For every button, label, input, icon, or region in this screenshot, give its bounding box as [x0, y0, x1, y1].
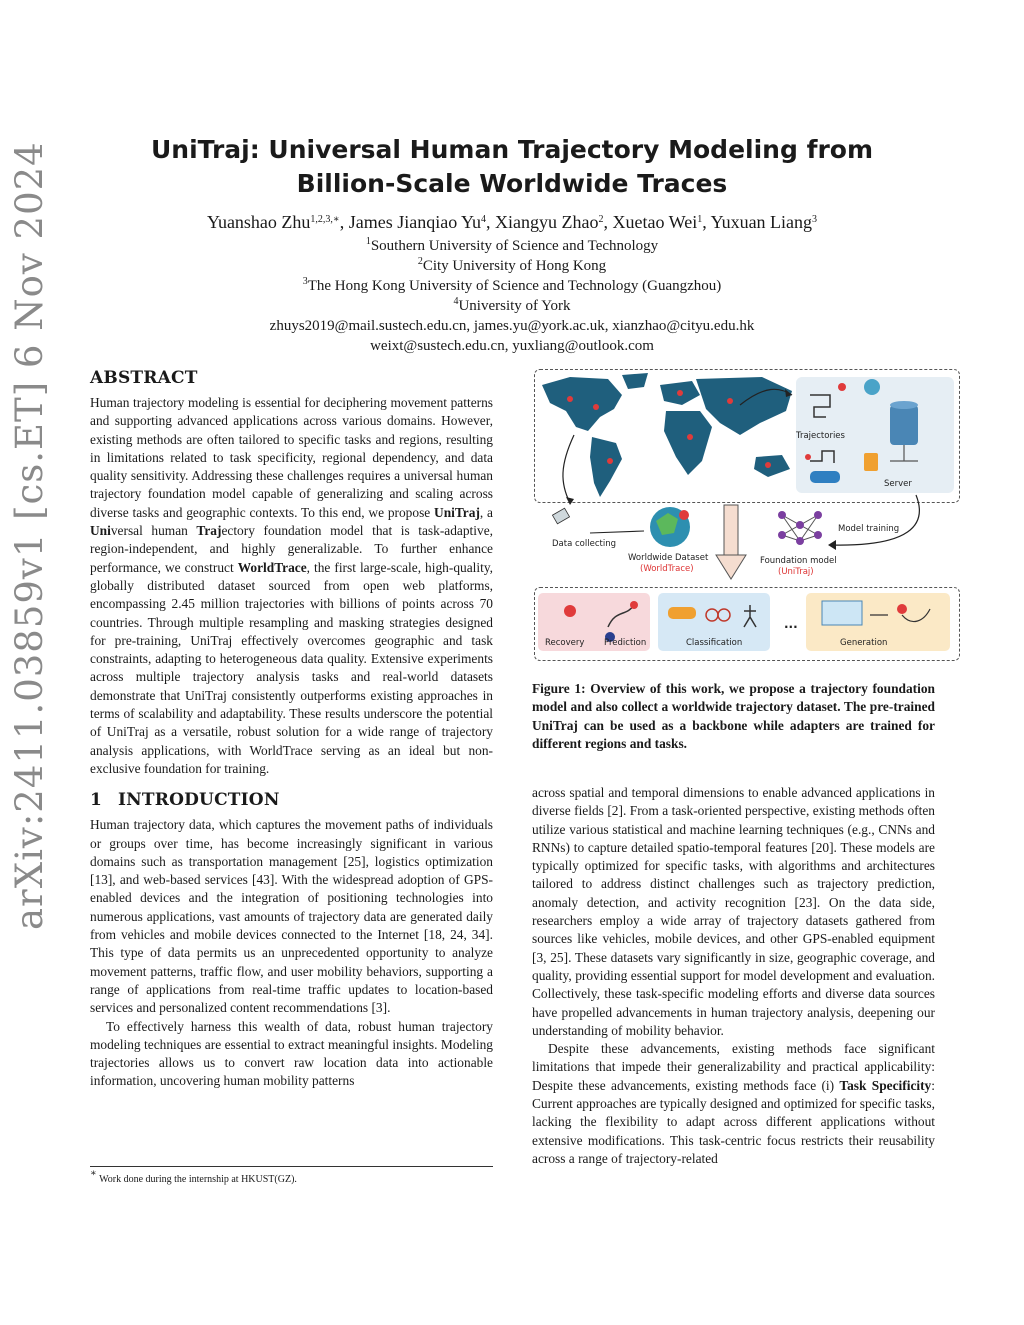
email-list	[120, 316, 904, 356]
map-north-america	[542, 377, 622, 431]
email-line-2: weixt@sustech.edu.cn, yuxliang@outlook.com	[370, 338, 654, 354]
affiliation	[120, 256, 904, 276]
down-arrow-icon	[716, 505, 746, 579]
car-icon	[810, 471, 840, 483]
author-name: Xiangyu Zhao	[495, 212, 599, 232]
map-pin	[677, 390, 683, 396]
model-training-arrow	[830, 495, 919, 545]
database-icon	[890, 405, 918, 445]
prediction-pin-icon	[630, 601, 638, 609]
label-foundation-model: Foundation model	[760, 556, 837, 566]
label-model-training: Model training	[838, 524, 900, 534]
collect-arrow	[563, 435, 574, 503]
author-name: James Jianqiao Yu	[348, 212, 482, 232]
intro-paragraph-2: To effectively harness this wealth of data, robust human trajectory modeling techniques are essential to extract meaningful insights. Modeling trajectories allows us to convert raw location data into actionable information, uncovering human mobility patterns	[90, 1018, 493, 1089]
right-paragraph-2	[532, 1040, 935, 1168]
label-unitraj: (UniTraj)	[778, 567, 814, 577]
label-generation: Generation	[840, 638, 888, 648]
affiliation-mark: 3	[302, 276, 308, 287]
affiliation-list	[120, 236, 904, 316]
abstract-text	[90, 394, 493, 778]
right-paragraph-2-part: : Current approaches are typically designed and optimized for specific tasks, lacking the flexibility to adapt across different applications without extensive modifications. This task-centric focus restricts their reusability across a range of trajectory-related	[532, 1077, 935, 1166]
label-trajectories: Trajectories	[796, 431, 845, 441]
affiliation	[120, 236, 904, 256]
author-separator: ,	[603, 212, 613, 232]
recovery-pin-icon	[564, 605, 576, 617]
car-icon	[668, 607, 696, 619]
phone-icon	[864, 453, 878, 471]
section-title: INTRODUCTION	[118, 790, 280, 811]
paper-title	[120, 133, 904, 201]
map-pin	[727, 398, 733, 404]
figure-1	[530, 365, 960, 665]
section-number: 1	[90, 790, 103, 811]
intro-paragraph-1: Human trajectory data, which captures the movement paths of individuals or groups over time, has become increasingly significant in various domains such as transportation management [25], logistics optimization [13], and web-based services [43]. With the widespread adoption of GPS-enabled devices and the integration of positioning technologies into numerous applications, vast amounts of trajectory data are generated daily from vehicles and mobile devices connected to the Internet [18, 24, 34]. This type of data permits us an unprecedented opportunity to analyze movement patterns, traffic flow, and user mobility behaviors, supporting a range of applications from real-time traffic updates to location-based services and personalized content recommendations [3].	[90, 817, 493, 1016]
affiliation-mark: 4	[453, 296, 459, 307]
author-separator: ,	[702, 212, 711, 232]
world-map	[542, 373, 792, 497]
map-greenland	[622, 373, 648, 389]
network-nodes	[778, 511, 822, 545]
left-column	[90, 368, 493, 1091]
dataset-pin-icon	[679, 510, 689, 520]
satellite-icon	[552, 508, 569, 524]
map-pin	[765, 462, 771, 468]
affiliation-mark: 2	[417, 256, 423, 267]
right-column	[532, 784, 935, 1168]
author-list	[120, 211, 904, 233]
map-africa	[664, 411, 712, 475]
map-pin	[567, 396, 573, 402]
globe-icon	[864, 379, 880, 395]
map-tile-icon	[822, 601, 862, 625]
trajectory-pin-icon	[805, 454, 811, 460]
arrow-head	[566, 497, 574, 505]
abstract-text-part: versal human	[110, 523, 197, 539]
footnote-rule	[90, 1166, 493, 1167]
affiliation-name: Southern University of Science and Technology	[370, 238, 659, 254]
label-classification: Classification	[686, 638, 743, 648]
map-pin	[607, 458, 613, 464]
abstract-bold-term: WorldTrace	[237, 559, 307, 575]
author-name: Xuetao Wei	[612, 212, 698, 232]
affiliation-name: University of York	[458, 298, 571, 314]
label-worldwide-dataset: Worldwide Dataset	[628, 553, 709, 563]
author-separator: ,	[486, 212, 496, 232]
author-affil-mark: 1	[697, 214, 703, 225]
author-affil-mark: 3	[812, 214, 818, 225]
database-top	[890, 401, 918, 409]
footnote-text: Work done during the internship at HKUST(GZ).	[99, 1174, 297, 1185]
affiliation-name: The Hong Kong University of Science and Technology (Guangzhou)	[307, 278, 722, 294]
right-paragraph-2-part: Despite these advancements, existing methods face significant limitations that impede their generalizability and practical applicability: Despite these advancements, existing methods face (i)	[532, 1041, 935, 1093]
label-ellipsis: ...	[784, 617, 798, 631]
author-affil-mark: 2	[598, 214, 604, 225]
task-specificity-term: Task Specificity	[839, 1077, 932, 1093]
abstract-text-part: Human trajectory modeling is essential for deciphering movement patterns and supporting advanced applications across various domains. However, existing methods are often tailored to specific tasks and regions, resulting in limitations related to task specificity, regional dependency, and data quality sensitivity. Addressing these challenges requires a universal human trajectory foundation model capable of generalizing and scaling across diverse tasks and geographic contexts. To this end, we propose	[90, 395, 493, 520]
title-line-2: Billion-Scale Worldwide Traces	[296, 169, 728, 198]
arrow-head	[828, 540, 836, 550]
label-recovery: Recovery	[545, 638, 585, 648]
map-south-america	[590, 437, 622, 497]
abstract-heading: ABSTRACT	[90, 368, 198, 388]
arxiv-identifier: arXiv:2411.03859v1 [cs.ET] 6 Nov 2024	[8, 141, 51, 930]
generation-pin-icon	[897, 604, 907, 614]
figure-illustration	[530, 365, 960, 665]
abstract-text-part: , a	[479, 504, 494, 520]
map-pin	[687, 434, 693, 440]
label-prediction: Prediction	[604, 638, 647, 648]
author-name: Yuanshao Zhu	[206, 212, 311, 232]
author-separator: ,	[339, 212, 349, 232]
label-worldtrace: (WorldTrace)	[640, 564, 694, 574]
abstract-text-part: , the first large-scale, high-quality, globally distributed dataset sourced from open web platforms, encompassing 2.45 million trajectories with billions of points across 70 countries. Through multiple resampling and masking strategies designed for pre-training, UniTraj effectively overcomes geographic and task constraints, adapting to heterogeneous data quality. Extensive experiments across multiple trajectory analysis tasks and real-world datasets demonstrate that UniTraj consistently outperforms existing approaches in terms of scalability and adaptability. These results underscore the potential of UniTraj as a versatile, robust solution for a wide range of trajectory analysis applications, with WorldTrace serving as an ideal but non-exclusive foundation for training.	[90, 559, 493, 776]
introduction-heading	[90, 790, 493, 810]
affiliation-mark: 1	[365, 236, 371, 247]
trajectory-pin-icon	[838, 383, 846, 391]
collect-to-dataset-arrow	[590, 531, 644, 533]
abstract-bold-term: UniTraj	[434, 504, 480, 520]
label-data-collecting: Data collecting	[552, 539, 616, 549]
author-affil-mark: 1,2,3,∗	[310, 214, 340, 225]
right-paragraph-1: across spatial and temporal dimensions to enable advanced applications in diverse fields [2]. From a task-oriented perspective, existing methods often utilize various statistical and machine learning techniques (e.g., CNNs and RNNs) to capture detailed spatio-temporal features [20]. These models are typically optimized for specific tasks, with algorithms and architectures tailored to address distinct challenges such as trajectory prediction, anomaly detection, and activity recognition [23]. On the data side, researchers employ a wide array of trajectory datasets gathered from sources like vehicles, mobile devices, and other GPS-enabled equipment [3, 25]. These datasets vary significantly in size, geographic coverage, and quality, providing essential support for model development and evaluation. Collectively, these task-specific modeling efforts and diverse data sources have propelled advancements in human trajectory analysis, deepening our understanding of mobility behavior.	[532, 785, 935, 1038]
affiliation	[120, 296, 904, 316]
email-line-1: zhuys2019@mail.sustech.edu.cn, james.yu@york.ac.uk, xianzhao@cityu.edu.hk	[269, 318, 755, 334]
map-pin	[593, 404, 599, 410]
abstract-bold-term: Traj	[196, 523, 222, 539]
map-australia	[754, 455, 790, 477]
title-line-1: UniTraj: Universal Human Trajectory Modeling from	[150, 135, 874, 164]
author-affil-mark: 4	[481, 214, 487, 225]
footnote-mark: ∗	[90, 1168, 97, 1179]
figure-1-caption: Figure 1: Overview of this work, we propose a trajectory foundation model and also collect a worldwide trajectory dataset. The pre-trained UniTraj can be used as a backbone while adapters are trained for different regions and tasks.	[532, 681, 935, 751]
author-name: Yuxuan Liang	[710, 212, 813, 232]
footnote	[90, 1168, 510, 1186]
label-server: Server	[884, 479, 912, 489]
affiliation	[120, 276, 904, 296]
abstract-text-part: ectory foundation model that is task-adaptive, region-independent, and highly generalizable. To further enhance performance, we construct	[90, 523, 493, 575]
abstract-bold-term: Uni	[90, 523, 111, 539]
affiliation-name: City University of Hong Kong	[422, 258, 607, 274]
